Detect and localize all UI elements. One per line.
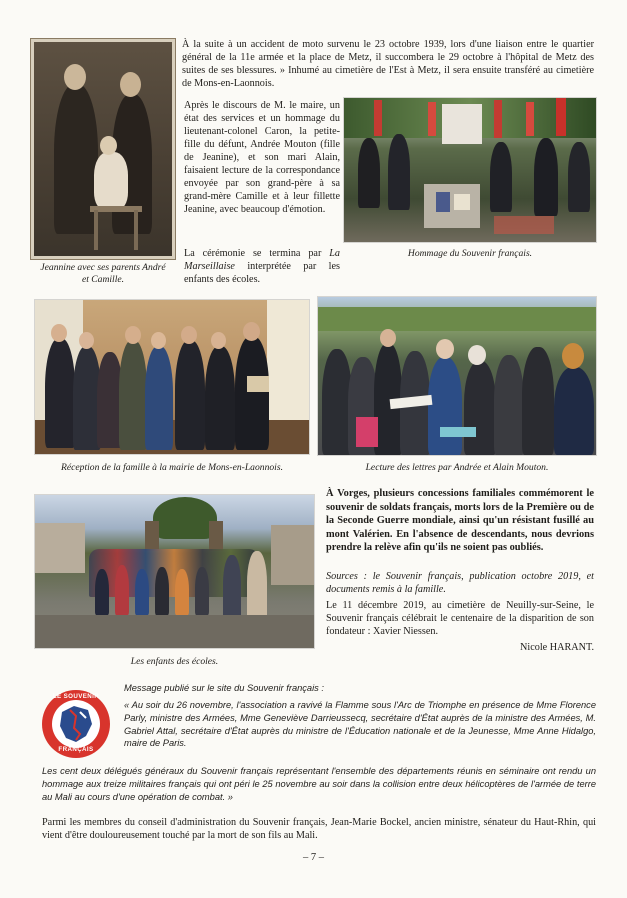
family-portrait-photo	[34, 42, 172, 256]
closing-text-a: La cérémonie se termina par	[184, 248, 322, 259]
closing-anthem: La Marseillaise	[184, 248, 340, 273]
sources-line: Sources : le Souvenir français, publication octobre 2019, et documents remis à la famille.	[326, 571, 594, 596]
closing-text-c: interprétée par les enfants des écoles.	[184, 261, 340, 286]
letters-reading-photo	[318, 297, 596, 455]
caption-family-portrait: Jeannine avec ses parents André et Camille.	[40, 262, 166, 285]
town-hall-reception-photo	[35, 300, 309, 454]
logo-text-top: LE SOUVENIR	[52, 693, 100, 700]
caption-town-hall-reception: Réception de la famille à la mairie de Mons-en-Laonnois.	[61, 462, 283, 473]
intro-paragraph: À la suite à un accident de moto survenu le 23 octobre 1939, lors d'une liaison entre le quartier général de la 11e armée et la place de Metz, il succombera le 29 octobre à l'hôpital de Metz des suites de ses blessures. » Inhumé au cimetière de l'Est à Metz, il sera ensuite transféré au cimetière de Mons-en-Laonnois.	[182, 39, 594, 90]
page-number: – 7 –	[303, 852, 324, 863]
closing-paragraph	[184, 247, 340, 286]
vorges-paragraph: À Vorges, plusieurs concessions familiales commémorent le souvenir de soldats français, morts lors de la Première ou de la Seconde Guerre mondiale, ainsi qu'un résistant fusillé au mont Valérien. En l'absence de descendants, nous devrions prendre la relève afin qu'ils ne soient pas oubliés.	[326, 488, 594, 554]
cemetery-homage-photo	[344, 98, 596, 242]
message-paragraph-2: Les cent deux délégués généraux du Souvenir français représentant l'ensemble des départements réunis en séminaire ont rendu un hommage aux treize militaires français qui ont péri le 25 novembre au soir dans la collision entre deux hélicoptères de l'armée de terre au Mali au cours d'une opération de combat. »	[42, 766, 596, 802]
bockel-paragraph: Parmi les membres du conseil d'administration du Souvenir français, Jean-Marie Bockel, ancien ministre, sénateur du Haut-Rhin, qui vient d'être douloureusement touché par la mort de son fils au Mali.	[42, 817, 596, 842]
ceremony-paragraph: Après le discours de M. le maire, un état des services et un hommage du lieutenant-colonel Caron, la petite-fille du défunt, Andrée Mouton (fille de Jeanine), et son mari Alain, faisaient lecture de la correspondance envoyée par son grand-père à sa grand-mère Camille et à leur fillette Jeanine, avec beaucoup d'émotion.	[184, 100, 340, 216]
souvenir-francais-logo	[40, 688, 112, 760]
caption-letters-reading: Lecture des lettres par Andrée et Alain Mouton.	[365, 462, 549, 473]
logo-text-bottom: FRANÇAIS	[58, 746, 94, 753]
author-signature: Nicole HARANT.	[520, 642, 594, 653]
message-title: Message publié sur le site du Souvenir français :	[124, 683, 324, 693]
neuilly-paragraph: Le 11 décembre 2019, au cimetière de Neuilly-sur-Seine, le Souvenir français célébrait le centenaire de la disparition de son fondateur : Xavier Niessen.	[326, 600, 594, 638]
message-paragraph-1: « Au soir du 26 novembre, l'association a ravivé la Flamme sous l'Arc de Triomphe en présence de Mme Florence Parly, ministre des Armées, Mme Geneviève Darrieussecq, secrétaire d'État auprès de la ministre des Armées, M. Gabriel Attal, secrétaire d'État auprès du ministre de l'Éducation nationale et de la Jeunesse, Mme Anne Hidalgo, maire de Paris.	[124, 700, 596, 749]
caption-school-children: Les enfants des écoles.	[130, 656, 219, 667]
school-children-photo	[35, 495, 314, 648]
caption-cemetery-homage: Hommage du Souvenir français.	[407, 248, 533, 259]
